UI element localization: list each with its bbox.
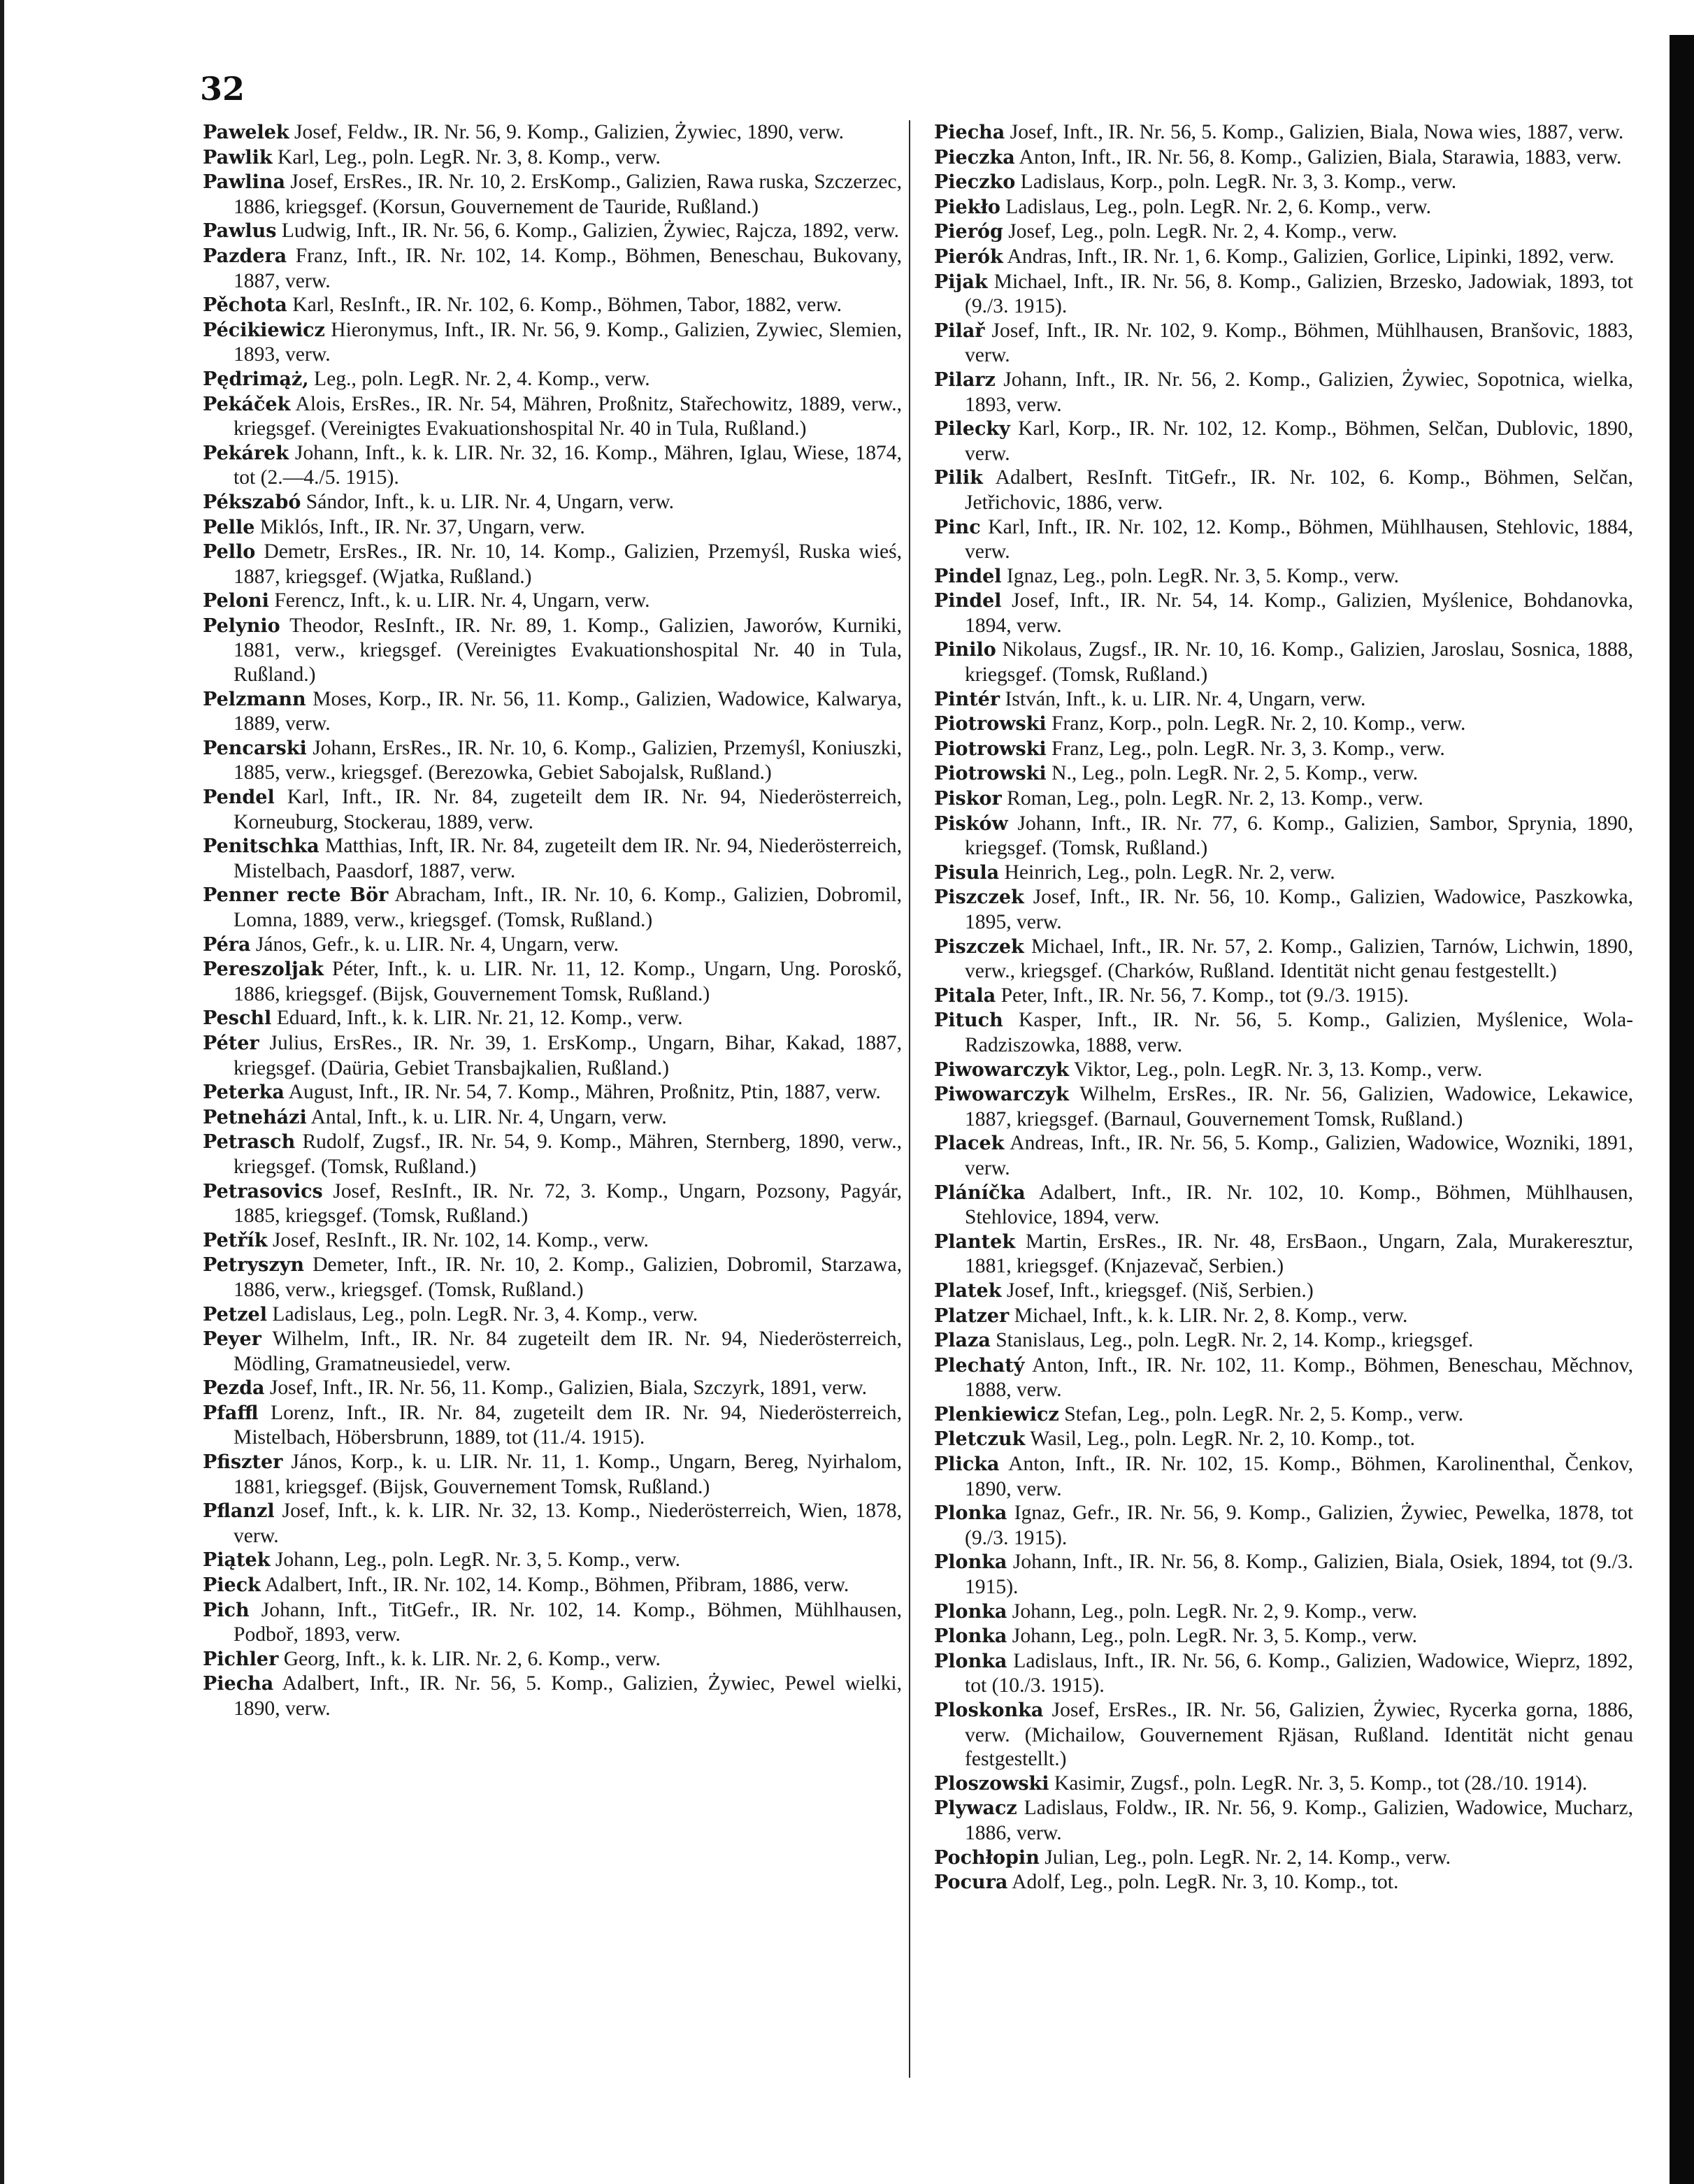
entry-details: Wilhelm, ErsRes., IR. Nr. 56, Galizien, Wadowice, Lekawice, 1887, kriegsgef. (Barnaul, Gouvernement Tomsk, Rußland.) [965, 1083, 1633, 1130]
casualty-entry [203, 1401, 902, 1450]
casualty-entry [934, 1698, 1633, 1772]
entry-details: Kasimir, Zugsf., poln. LegR. Nr. 3, 5. Komp., tot (28./10. 1914). [1049, 1772, 1588, 1795]
entry-details: Hieronymus, Inft., IR. Nr. 56, 9. Komp., Galizien, Zywiec, Slemien, 1893, verw. [234, 318, 902, 366]
entry-details: Leg., poln. LegR. Nr. 2, 4. Komp., verw. [308, 367, 650, 390]
entry-surname: Peyer [203, 1328, 261, 1351]
casualty-entry [203, 1130, 902, 1179]
entry-surname: Pereszoljak [203, 958, 324, 981]
entry-surname: Piotrowski [934, 763, 1047, 785]
entry-details: Adolf, Leg., poln. LegR. Nr. 3, 10. Komp., tot. [1007, 1871, 1399, 1894]
casualty-entry [934, 712, 1633, 737]
casualty-entry [934, 466, 1633, 515]
casualty-entry [203, 392, 902, 441]
entry-surname: Péter [203, 1032, 259, 1054]
casualty-entry [934, 270, 1633, 319]
entry-surname: Pazdera [203, 245, 287, 267]
casualty-entry [203, 1499, 902, 1548]
entry-surname: Platzer [934, 1305, 1010, 1327]
entry-details: Rudolf, Zugsf., IR. Nr. 54, 9. Komp., Mähren, Sternberg, 1890, verw., kriegsgef. (Tomsk, Rußland.) [234, 1130, 902, 1178]
entry-surname: Plonka [934, 1502, 1007, 1525]
entry-details: Kasper, Inft., IR. Nr. 56, 5. Komp., Galizien, Myślenice, Wola-Radziszowka, 1888, verw. [965, 1009, 1633, 1056]
entry-details: Michael, Inft., k. k. LIR. Nr. 2, 8. Komp., verw. [1009, 1304, 1408, 1327]
entry-details: Josef, ResInft., IR. Nr. 72, 3. Komp., Ungarn, Pozsony, Pagyár, 1885, kriegsgef. (Tomsk, Rußland.) [234, 1179, 902, 1228]
entry-details: Johann, Leg., poln. LegR. Nr. 2, 9. Komp., verw. [1007, 1600, 1417, 1623]
entry-surname: Petřík [203, 1229, 268, 1251]
casualty-entry [934, 1230, 1633, 1279]
casualty-entry [934, 1624, 1633, 1649]
entry-details: Matthias, Inft, IR. Nr. 84, zugeteilt dem IR. Nr. 94, Niederösterreich, Mistelbach, Paasdorf, 1887, verw. [234, 835, 902, 882]
entry-surname: Pilecky [934, 418, 1010, 440]
entry-surname: Pindel [934, 590, 1002, 612]
entry-surname: Pindel [934, 565, 1002, 587]
casualty-entry [934, 1600, 1633, 1625]
casualty-entry [203, 1598, 902, 1647]
entry-surname: Pekáček [203, 393, 291, 415]
casualty-entry [934, 220, 1633, 245]
casualty-entry [934, 515, 1633, 564]
entry-details: Ignaz, Leg., poln. LegR. Nr. 3, 5. Komp., verw. [1001, 564, 1399, 587]
casualty-entry [934, 687, 1633, 712]
entry-surname: Pieróg [934, 221, 1003, 243]
casualty-entry [203, 1376, 902, 1401]
entry-surname: Pieczko [934, 171, 1016, 194]
entry-details: Theodor, ResInft., IR. Nr. 89, 1. Komp., Galizien, Jaworów, Kurniki, 1881, verw., kriegsgef. (Vereinigtes Evakuationshospital Nr. 40 in Tula, Rußland.) [234, 614, 902, 687]
entry-details: Demetr, ErsRes., IR. Nr. 10, 14. Komp., Galizien, Przemyśl, Ruska wieś, 1887, kriegsgef. (Wjatka, Rußland.) [234, 540, 902, 588]
entry-details: Josef, Inft., k. k. LIR. Nr. 32, 13. Komp., Niederösterreich, Wien, 1878, verw. [234, 1500, 902, 1547]
entry-details: Eduard, Inft., k. k. LIR. Nr. 21, 12. Komp., verw. [271, 1007, 683, 1030]
entry-surname: Pitala [934, 984, 996, 1007]
entry-details: Stanislaus, Leg., poln. LegR. Nr. 2, 14. Komp., kriegsgef. [990, 1329, 1474, 1352]
entry-details: Michael, Inft., IR. Nr. 57, 2. Komp., Galizien, Tarnów, Lichwin, 1890, verw., kriegsgef. (Charków, Rußland. Identität nicht genau festgestellt.) [965, 935, 1633, 983]
casualty-entry [934, 319, 1633, 368]
entry-surname: Pfiszter [203, 1451, 283, 1474]
entry-surname: Pilarz [934, 368, 996, 391]
entry-details: Franz, Leg., poln. LegR. Nr. 3, 3. Komp., verw. [1046, 737, 1445, 760]
entry-details: Johann, Leg., poln. LegR. Nr. 3, 5. Komp., verw. [270, 1549, 681, 1572]
entry-surname: Pawlus [203, 220, 277, 243]
entry-surname: Piecha [934, 122, 1005, 143]
column-divider [909, 120, 910, 2078]
entry-surname: Piotrowski [934, 738, 1047, 760]
entry-surname: Pékszabó [203, 491, 301, 513]
casualty-entry [934, 1082, 1633, 1131]
entry-details: Wasil, Leg., poln. LegR. Nr. 2, 10. Komp., tot. [1025, 1428, 1415, 1451]
entry-details: Andreas, Inft., IR. Nr. 56, 5. Komp., Galizien, Wadowice, Wozniki, 1891, verw. [965, 1132, 1633, 1179]
casualty-entry [934, 1353, 1633, 1402]
entry-details: Ladislaus, Korp., poln. LegR. Nr. 3, 3. Komp., verw. [1015, 171, 1457, 194]
casualty-entry [203, 367, 902, 392]
casualty-entry [203, 883, 902, 932]
entry-details: Johann, Inft., k. k. LIR. Nr. 32, 16. Komp., Mähren, Iglau, Wiese, 1874, tot (2.—4./5. 1915). [234, 441, 902, 489]
entry-details: Andras, Inft., IR. Nr. 1, 6. Komp., Galizien, Gorlice, Lipinki, 1892, verw. [1003, 245, 1614, 268]
entry-details: Johann, Inft., IR. Nr. 77, 6. Komp., Galizien, Sambor, Sprynia, 1890, kriegsgef. (Tomsk, Rußland.) [965, 812, 1633, 860]
page-number: 32 [200, 70, 245, 108]
casualty-entry [934, 761, 1633, 786]
entry-details: János, Gefr., k. u. LIR. Nr. 4, Ungarn, verw. [250, 933, 619, 956]
entry-details: Josef, Inft., IR. Nr. 102, 9. Komp., Böhmen, Mühlhausen, Branšovic, 1883, verw. [965, 319, 1633, 367]
casualty-entry [203, 1253, 902, 1302]
entry-details: Peter, Inft., IR. Nr. 56, 7. Komp., tot (9./3. 1915). [996, 984, 1409, 1007]
entry-surname: Plonka [934, 1650, 1007, 1672]
casualty-entry [203, 1031, 902, 1080]
casualty-entry [934, 638, 1633, 687]
casualty-entry [934, 1304, 1633, 1329]
casualty-entry [934, 1058, 1633, 1083]
entry-surname: Petneházi [203, 1106, 307, 1128]
entry-details: Abracham, Inft., IR. Nr. 10, 6. Komp., Galizien, Dobromil, Lomna, 1889, verw., kriegsgef. (Tomsk, Rußland.) [234, 884, 902, 931]
entry-details: Josef, Inft., IR. Nr. 54, 14. Komp., Galizien, Myślenice, Bohdanovka, 1894, verw. [965, 589, 1633, 637]
entry-surname: Pelle [203, 516, 255, 538]
casualty-entry [934, 564, 1633, 589]
entry-details: Josef, Inft., IR. Nr. 56, 10. Komp., Galizien, Wadowice, Paszkowka, 1895, verw. [965, 886, 1633, 933]
entry-surname: Piątek [203, 1549, 271, 1572]
casualty-entry [203, 1450, 902, 1499]
casualty-entry [934, 1452, 1633, 1501]
entry-details: Péter, Inft., k. u. LIR. Nr. 11, 12. Komp., Ungarn, Ung. Poroskő, 1886, kriegsgef. (Bijsk, Gouvernement Tomsk, Rußland.) [234, 958, 902, 1005]
entry-surname: Pijak [934, 271, 988, 293]
entry-surname: Petzel [203, 1303, 267, 1326]
right-column [934, 120, 1633, 1895]
casualty-entry [934, 1427, 1633, 1452]
entry-details: Karl, Inft., IR. Nr. 102, 12. Komp., Böhmen, Mühlhausen, Stehlovic, 1884, verw. [965, 515, 1633, 563]
entry-details: Adalbert, Inft., IR. Nr. 102, 10. Komp., Böhmen, Mühlhausen, Stehlovice, 1894, verw. [965, 1181, 1633, 1229]
entry-surname: Pilař [934, 319, 985, 342]
casualty-entry [934, 1796, 1633, 1845]
casualty-entry [934, 1181, 1633, 1230]
entry-details: Viktor, Leg., poln. LegR. Nr. 3, 13. Komp., verw. [1068, 1058, 1483, 1081]
entry-details: Demeter, Inft., IR. Nr. 10, 2. Komp., Galizien, Dobromil, Starzawa, 1886, verw., kriegsgef. (Tomsk, Rußland.) [234, 1253, 902, 1301]
entry-details: Johann, Inft., TitGefr., IR. Nr. 102, 14. Komp., Böhmen, Mühlhausen, Podboř, 1893, verw. [234, 1598, 902, 1646]
entry-surname: Pawelek [203, 122, 289, 143]
entry-details: Anton, Inft., IR. Nr. 56, 8. Komp., Galizien, Biala, Starawia, 1883, verw. [1014, 145, 1622, 168]
entry-surname: Plenkiewicz [934, 1403, 1059, 1425]
entry-surname: Pocura [934, 1872, 1008, 1894]
entry-details: Wilhelm, Inft., IR. Nr. 84 zugeteilt dem IR. Nr. 94, Niederösterreich, Mödling, Gramatneusiedel, verw. [234, 1328, 902, 1375]
entry-details: Franz, Inft., IR. Nr. 102, 14. Komp., Böhmen, Beneschau, Bukovany, 1887, verw. [234, 244, 902, 292]
casualty-entry [934, 1870, 1633, 1895]
entry-details: Adalbert, Inft., IR. Nr. 102, 14. Komp., Böhmen, Přibram, 1886, verw. [260, 1574, 849, 1597]
entry-surname: Pflanzl [203, 1500, 275, 1523]
entry-surname: Pieczka [934, 146, 1015, 168]
entry-surname: Pelzmann [203, 688, 306, 710]
casualty-entry [934, 417, 1633, 466]
entry-surname: Platek [934, 1279, 1002, 1302]
entry-surname: Plywacz [934, 1797, 1017, 1820]
entry-surname: Piekło [934, 196, 1000, 218]
entry-details: Josef, Inft., kriegsgef. (Niš, Serbien.) [1001, 1279, 1314, 1302]
entry-surname: Plantek [934, 1230, 1016, 1253]
casualty-entry [203, 1548, 902, 1573]
entry-surname: Pich [203, 1599, 250, 1621]
casualty-entry [934, 1501, 1633, 1550]
casualty-entry [203, 1647, 902, 1672]
entry-surname: Pędrimąż, [203, 368, 309, 390]
entry-details: Franz, Korp., poln. LegR. Nr. 2, 10. Komp., verw. [1046, 712, 1466, 735]
entry-details: N., Leg., poln. LegR. Nr. 2, 5. Komp., verw. [1046, 762, 1419, 785]
entry-surname: Pencarski [203, 737, 307, 759]
entry-surname: Pawlik [203, 146, 273, 168]
entry-surname: Pekárek [203, 442, 289, 464]
entry-details: Martin, ErsRes., IR. Nr. 48, ErsBaon., Ungarn, Zala, Murakeresztur, 1881, kriegsgef. (Knjazevač, Serbien.) [965, 1230, 1633, 1278]
entry-details: Karl, ResInft., IR. Nr. 102, 6. Komp., Böhmen, Tabor, 1882, verw. [287, 294, 842, 317]
entry-surname: Pendel [203, 786, 275, 809]
casualty-entry [203, 219, 902, 244]
casualty-entry [934, 812, 1633, 861]
entry-details: Roman, Leg., poln. LegR. Nr. 2, 13. Komp., verw. [1001, 787, 1423, 810]
entry-details: August, Inft., IR. Nr. 54, 7. Komp., Mähren, Proßnitz, Ptin, 1887, verw. [284, 1081, 881, 1104]
entry-details: Adalbert, ResInft. TitGefr., IR. Nr. 102, 6. Komp., Böhmen, Selčan, Jetřichovic, 1886, verw. [965, 466, 1633, 514]
entry-surname: Plonka [934, 1625, 1007, 1648]
entry-surname: Pinilo [934, 639, 996, 661]
casualty-entry [203, 490, 902, 515]
entry-surname: Pochłopin [934, 1846, 1040, 1869]
casualty-entry [203, 1327, 902, 1376]
casualty-entry [203, 687, 902, 736]
entry-details: Ludwig, Inft., IR. Nr. 56, 6. Komp., Galizien, Żywiec, Rajcza, 1892, verw. [276, 220, 900, 243]
entry-details: Karl, Inft., IR. Nr. 84, zugeteilt dem IR. Nr. 94, Niederösterreich, Korneuburg, Stockerau, 1889, verw. [234, 786, 902, 833]
casualty-entry [203, 1228, 902, 1253]
casualty-entry [203, 614, 902, 687]
casualty-entry [203, 441, 902, 490]
casualty-entry [934, 1649, 1633, 1698]
casualty-entry [203, 589, 902, 614]
entry-details: Johann, Inft., IR. Nr. 56, 2. Komp., Galizien, Żywiec, Sopotnica, wielka, 1893, verw. [965, 368, 1633, 416]
entry-details: Ladislaus, Leg., poln. LegR. Nr. 3, 4. Komp., verw. [267, 1302, 698, 1326]
entry-details: Sándor, Inft., k. u. LIR. Nr. 4, Ungarn, verw. [301, 490, 674, 513]
entry-details: Josef, ErsRes., IR. Nr. 56, Galizien, Żywiec, Rycerka gorna, 1886, verw. (Michailow, Gouvernement Rjäsan, Rußland. Identität nicht genau festgestellt.) [965, 1699, 1633, 1771]
casualty-entry [934, 368, 1633, 417]
casualty-entry [203, 1302, 902, 1328]
entry-surname: Placek [934, 1133, 1005, 1155]
entry-surname: Pisków [934, 812, 1008, 835]
entry-details: Michael, Inft., IR. Nr. 56, 8. Komp., Galizien, Brzesko, Jadowiak, 1893, tot (9./3. 1915). [965, 270, 1633, 318]
casualty-entry [203, 120, 902, 145]
entry-surname: Pfaffl [203, 1402, 259, 1424]
entry-surname: Plechatý [934, 1354, 1025, 1377]
entry-surname: Pichler [203, 1648, 279, 1670]
entry-surname: Pintér [934, 688, 1000, 710]
entry-details: Johann, Inft., IR. Nr. 56, 8. Komp., Galizien, Biala, Osiek, 1894, tot (9./3. 1915). [965, 1551, 1633, 1599]
entry-details: Anton, Inft., IR. Nr. 102, 15. Komp., Böhmen, Karolinenthal, Čenkov, 1890, verw. [965, 1453, 1633, 1500]
entry-surname: Piszczek [934, 935, 1024, 958]
casualty-entry [934, 935, 1633, 984]
casualty-entry [934, 170, 1633, 195]
casualty-entry [203, 736, 902, 785]
entry-surname: Pécikiewicz [203, 319, 325, 341]
entry-details: Julian, Leg., poln. LegR. Nr. 2, 14. Komp., verw. [1039, 1846, 1451, 1869]
casualty-entry [934, 589, 1633, 638]
entry-details: Moses, Korp., IR. Nr. 56, 11. Komp., Galizien, Wadowice, Kalwarya, 1889, verw. [234, 687, 902, 735]
entry-surname: Pituch [934, 1010, 1003, 1032]
casualty-entry [203, 1573, 902, 1598]
casualty-entry [934, 786, 1633, 812]
casualty-entry [203, 1672, 902, 1720]
entry-surname: Petryszyn [203, 1254, 304, 1277]
entry-surname: Pláníčka [934, 1181, 1026, 1204]
entry-details: Josef, Inft., IR. Nr. 56, 5. Komp., Galizien, Biala, Nowa wies, 1887, verw. [1005, 121, 1624, 143]
casualty-entry [934, 245, 1633, 270]
casualty-entry [934, 1279, 1633, 1304]
casualty-entry [934, 984, 1633, 1009]
entry-details: Johann, ErsRes., IR. Nr. 10, 6. Komp., Galizien, Przemyśl, Koniuszki, 1885, verw., kriegsgef. (Berezowka, Gebiet Sabojalsk, Rußland.) [234, 736, 902, 784]
casualty-entry [203, 318, 902, 367]
entry-details: Ladislaus, Inft., IR. Nr. 56, 6. Komp., Galizien, Wadowice, Wieprz, 1892, tot (10./3. 1915). [965, 1649, 1633, 1697]
entry-details: Josef, ResInft., IR. Nr. 102, 14. Komp., verw. [267, 1228, 649, 1251]
entry-details: Ladislaus, Leg., poln. LegR. Nr. 2, 6. Komp., verw. [1000, 195, 1432, 218]
entry-details: Josef, Inft., IR. Nr. 56, 11. Komp., Galizien, Biala, Szczyrk, 1891, verw. [264, 1377, 868, 1400]
casualty-entry [203, 1006, 902, 1031]
entry-surname: Pieck [203, 1574, 261, 1597]
casualty-entry [203, 1105, 902, 1130]
casualty-entry [934, 145, 1633, 171]
entry-details: Anton, Inft., IR. Nr. 102, 11. Komp., Böhmen, Beneschau, Měchnov, 1888, verw. [965, 1353, 1633, 1402]
entry-surname: Pelynio [203, 615, 280, 637]
casualty-entry [203, 933, 902, 958]
casualty-entry [934, 1131, 1633, 1180]
entry-surname: Plonka [934, 1600, 1007, 1623]
casualty-entry [934, 195, 1633, 220]
entry-surname: Pilik [934, 467, 983, 489]
entry-details: Miklós, Inft., IR. Nr. 37, Ungarn, verw. [254, 515, 585, 538]
entry-surname: Penitschka [203, 835, 320, 858]
entry-surname: Pisula [934, 861, 1000, 884]
entry-surname: Plaza [934, 1330, 991, 1352]
entry-surname: Peschl [203, 1007, 272, 1030]
scan-edge-right [1670, 35, 1694, 2184]
casualty-entry [934, 1550, 1633, 1599]
casualty-entry [934, 737, 1633, 762]
casualty-entry [203, 957, 902, 1006]
entry-details: Josef, ErsRes., IR. Nr. 10, 2. ErsKomp., Galizien, Rawa ruska, Szczerzec, 1886, kriegsgef. (Korsun, Gouvernement de Tauride, Rußland.) [234, 171, 902, 218]
scan-edge-left [0, 0, 4, 2184]
entry-details: Adalbert, Inft., IR. Nr. 56, 5. Komp., Galizien, Żywiec, Pewel wielki, 1890, verw. [234, 1672, 902, 1720]
entry-details: Alois, ErsRes., IR. Nr. 54, Mähren, Proßnitz, Stařechowitz, 1889, verw., kriegsgef. (Vereinigtes Evakuationshospital Nr. 40 in Tula, Rußland.) [234, 392, 902, 440]
entry-surname: Pěchota [203, 294, 287, 317]
entry-details: János, Korp., k. u. LIR. Nr. 11, 1. Komp., Ungarn, Bereg, Nyirhalom, 1881, kriegsgef. (Bijsk, Gouvernement Tomsk, Rußland.) [234, 1451, 902, 1498]
entry-details: Josef, Leg., poln. LegR. Nr. 2, 4. Komp., verw. [1003, 220, 1398, 243]
casualty-entry [934, 1008, 1633, 1057]
entry-surname: Piwowarczyk [934, 1084, 1069, 1106]
entry-surname: Pletczuk [934, 1428, 1026, 1451]
entry-details: Josef, Feldw., IR. Nr. 56, 9. Komp., Galizien, Żywiec, 1890, verw. [289, 121, 845, 143]
entry-surname: Petrasovics [203, 1180, 323, 1202]
entry-surname: Pezda [203, 1377, 265, 1400]
casualty-entry [203, 834, 902, 883]
casualty-entry [203, 145, 902, 171]
entry-surname: Piotrowski [934, 713, 1047, 735]
casualty-entry [203, 1179, 902, 1228]
casualty-entry [934, 120, 1633, 145]
entry-details: Georg, Inft., k. k. LIR. Nr. 2, 6. Komp., verw. [278, 1647, 661, 1670]
entry-details: Ignaz, Gefr., IR. Nr. 56, 9. Komp., Galizien, Żywiec, Pewelka, 1878, tot (9./3. 1915). [965, 1502, 1633, 1549]
entry-surname: Piecha [203, 1673, 274, 1695]
entry-details: Julius, ErsRes., IR. Nr. 39, 1. ErsKomp., Ungarn, Bihar, Kakad, 1887, kriegsgef. (Daüria, Gebiet Transbajkalien, Rußland.) [234, 1031, 902, 1079]
casualty-entry [934, 861, 1633, 886]
entry-surname: Piskor [934, 788, 1002, 810]
entry-surname: Peterka [203, 1082, 285, 1104]
casualty-entry [203, 293, 902, 318]
entry-surname: Penner recte Bör [203, 884, 389, 907]
casualty-entry [934, 1402, 1633, 1428]
entry-surname: Ploskonka [934, 1700, 1044, 1721]
entry-surname: Ploszowski [934, 1772, 1049, 1795]
entry-surname: Piwowarczyk [934, 1058, 1069, 1081]
entry-details: Nikolaus, Zugsf., IR. Nr. 10, 16. Komp., Galizien, Jaroslau, Sosnica, 1888, kriegsgef. (Tomsk, Rußland.) [965, 638, 1633, 687]
entry-surname: Péra [203, 933, 251, 956]
casualty-entry [934, 885, 1633, 934]
entry-details: Johann, Leg., poln. LegR. Nr. 3, 5. Komp., verw. [1007, 1625, 1417, 1648]
casualty-entry [934, 1846, 1633, 1871]
entry-surname: Pello [203, 541, 256, 563]
entry-details: István, Inft., k. u. LIR. Nr. 4, Ungarn, verw. [1000, 687, 1366, 710]
entry-surname: Pinc [934, 516, 981, 538]
entry-details: Antal, Inft., k. u. LIR. Nr. 4, Ungarn, verw. [306, 1105, 667, 1128]
entry-surname: Plonka [934, 1551, 1007, 1574]
casualty-entry [203, 785, 902, 834]
casualty-entry [934, 1772, 1633, 1797]
casualty-entry [203, 1080, 902, 1105]
left-column [203, 120, 902, 1721]
casualty-entry [934, 1328, 1633, 1353]
entry-details: Ferencz, Inft., k. u. LIR. Nr. 4, Ungarn, verw. [268, 589, 650, 612]
entry-surname: Pawlina [203, 171, 285, 194]
entry-details: Karl, Leg., poln. LegR. Nr. 3, 8. Komp., verw. [272, 145, 661, 168]
entry-surname: Petrasch [203, 1131, 296, 1154]
entry-surname: Peloni [203, 590, 269, 612]
casualty-entry [203, 515, 902, 540]
casualty-entry [203, 170, 902, 219]
casualty-entry [203, 244, 902, 293]
casualty-entry [203, 540, 902, 589]
entry-details: Stefan, Leg., poln. LegR. Nr. 2, 5. Komp., verw. [1058, 1402, 1464, 1425]
entry-surname: Piszczek [934, 886, 1024, 909]
entry-details: Karl, Korp., IR. Nr. 102, 12. Komp., Böhmen, Selčan, Dublovic, 1890, verw. [965, 417, 1633, 465]
entry-surname: Pierók [934, 245, 1003, 268]
entry-surname: Plicka [934, 1453, 1000, 1476]
entry-details: Heinrich, Leg., poln. LegR. Nr. 2, verw. [999, 861, 1335, 884]
entry-details: Lorenz, Inft., IR. Nr. 84, zugeteilt dem IR. Nr. 94, Niederösterreich, Mistelbach, Höbersbrunn, 1889, tot (11./4. 1915). [234, 1401, 902, 1449]
entry-details: Ladislaus, Foldw., IR. Nr. 56, 9. Komp., Galizien, Wadowice, Mucharz, 1886, verw. [965, 1797, 1633, 1844]
